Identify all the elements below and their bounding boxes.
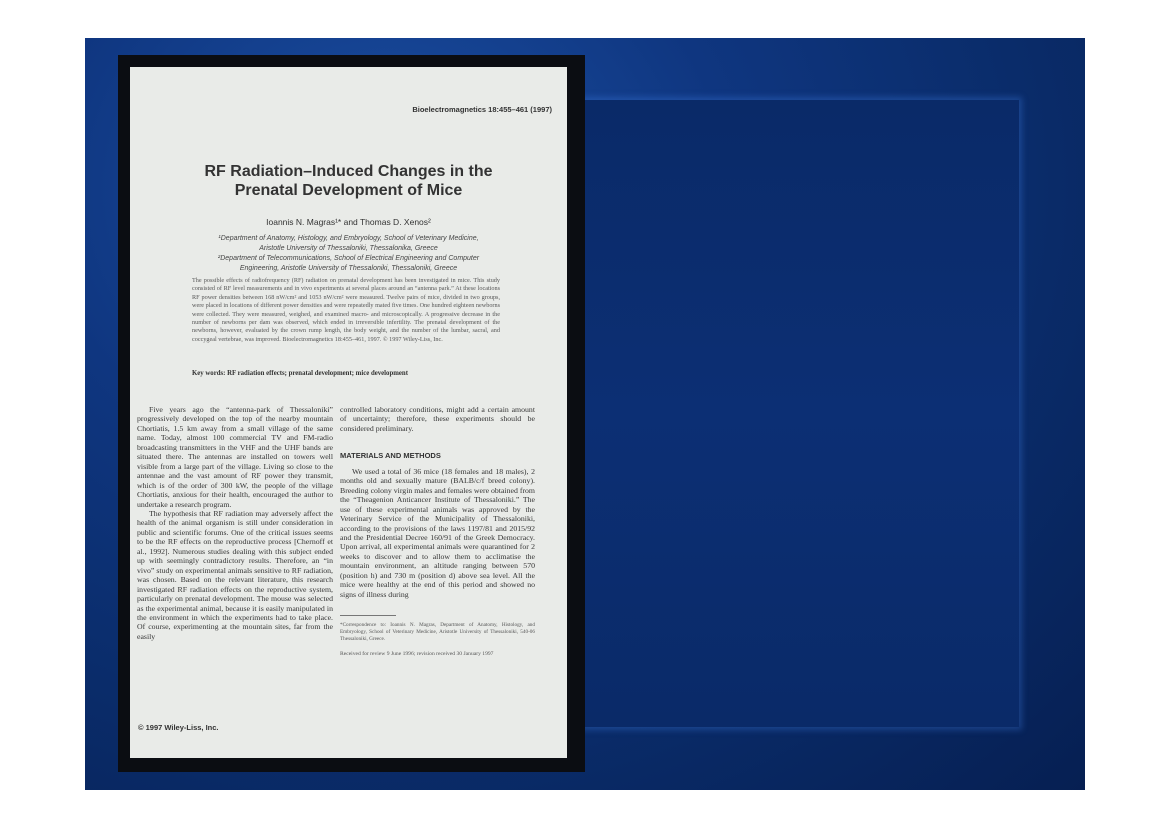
keywords-text: RF radiation effects; prenatal development; mice development <box>227 370 408 377</box>
affiliation-line: ¹Department of Anatomy, Histology, and Embryology, School of Veterinary Medicine, <box>218 235 479 242</box>
paper-authors: Ioannis N. Magras¹* and Thomas D. Xenos² <box>266 217 431 227</box>
copyright-notice: © 1997 Wiley-Liss, Inc. <box>138 723 219 732</box>
body-column-right <box>340 405 535 660</box>
presentation-slide <box>85 38 1085 790</box>
affiliation-line: ²Department of Telecommunications, School of Electrical Engineering and Computer <box>217 255 480 262</box>
body-paragraph: Five years ago the “antenna-park of Thessaloniki” progressively developed on the top of the nearby mountain Chortiatis, 1.5 km away from a small village of the same name. Today, almost 100 commercial TV and FM-radio broadcasting transmitters in the VHF and the UHF bands are situated there. The antennas are installed on towers well visible from a large part of the village. Living so close to the antennae and the vast amount of RF power they transmit, which is of the order of 300 kW, the people of the village Chortiatis, anxious for their health, encouraged the author to undertake a research program. <box>137 405 333 509</box>
correspondence-footnote: *Correspondence to: Ioannis N. Magras, Department of Anatomy, Histology, and Embryology, School of Veterinary Medicine, Aristotle University of Thessaloniki, 540-06 Thessaloniki, Greece. <box>340 622 535 643</box>
paper-affiliations <box>160 234 537 274</box>
affiliation-line: Engineering, Aristotle University of Thessaloniki, Thessaloniki, Greece <box>239 265 458 272</box>
paper-photo-frame <box>118 55 585 772</box>
affiliation-line: Aristotle University of Thessaloniki, Thessalonika, Greece <box>259 245 438 252</box>
body-paragraph: We used a total of 36 mice (18 females and 18 males), 2 months old and sexually mature (BALB/c/f breed colony). Breeding colony virgin males and females were obtained from the “Theagenion Anticancer Institute of Thessaloniki.” The use of these experimental animals was approved by the Veterinary Service of the Municipality of Thessaloniki, according to the provisions of the laws 1197/81 and 2015/92 and the Presidential Decree 160/91 of the Greek Democracy. Upon arrival, all experimental animals were quarantined for 2 weeks to discover and to allow them to acclimatise the mountain environment, an altitude ranging between 570 (position h) and 730 m (position d) above sea level. All the mice were healthy at the end of this period and showed no signs of illness during <box>340 466 535 599</box>
received-date: Received for review 9 June 1996; revision received 30 January 1997 <box>340 651 494 658</box>
journal-reference: Bioelectromagnetics 18:455–461 (1997) <box>412 105 552 114</box>
paper-title-line-1: RF Radiation–Induced Changes in the <box>204 163 493 180</box>
section-heading-methods: MATERIALS AND METHODS <box>340 451 441 461</box>
paper-keywords <box>192 370 512 377</box>
paper-abstract: The possible effects of radiofrequency (RF) radiation on prenatal development has been investigated in mice. This study consisted of RF level measurements and in vivo experiments at several places around an “antenna park.” At these locations RF power densities between 168 nW/cm² and 1053 nW/cm² were measured. Twelve pairs of mice, divided in two groups, were placed in locations of different power densities and were repeatedly mated five times. One hundred eighteen newborns were collected. They were measured, weighed, and examined macro- and microscopically. A progressive decrease in the number of newborns per dam was observed, which ended in irreversible infertility. The prenatal development of the newborns, however, evaluated by the crown rump length, the body weight, and the number of the lumbar, sacral, and coccygeal vertebrae, was improved. Bioelectromagnetics 18:455–461, 1997. © 1997 Wiley-Liss, Inc. <box>192 277 500 343</box>
paper-title-line-2: Prenatal Development of Mice <box>234 182 463 199</box>
slide-content-panel <box>583 100 1019 727</box>
paper-title <box>130 162 567 200</box>
footnote-divider <box>340 615 396 616</box>
paper-page <box>130 67 567 758</box>
keywords-label: Key words: <box>192 370 226 377</box>
body-paragraph: controlled laboratory conditions, might add a certain amount of uncertainty; therefore, these experiments should be considered preliminary. <box>340 405 535 433</box>
body-column-left <box>137 405 333 641</box>
body-paragraph: The hypothesis that RF radiation may adversely affect the health of the animal organism is still under consideration in public and scientific forums. One of the critical issues seems to be the RF effects on the reproductive process [Chernoff et al., 1992]. Numerous studies dealing with this subject ended up with seemingly contradictory results. Therefore, an “in vivo” study on experimental animals sensitive to RF radiation, was chosen. Based on the relevant literature, this research investigated RF radiation effects on the reproductive system, particularly on prenatal development. The mouse was selected as the experimental animal, because it is easily manipulated in the environment in which the experiments had to take place. Of course, experimenting at the mountain sites, far from the easily <box>137 508 333 641</box>
